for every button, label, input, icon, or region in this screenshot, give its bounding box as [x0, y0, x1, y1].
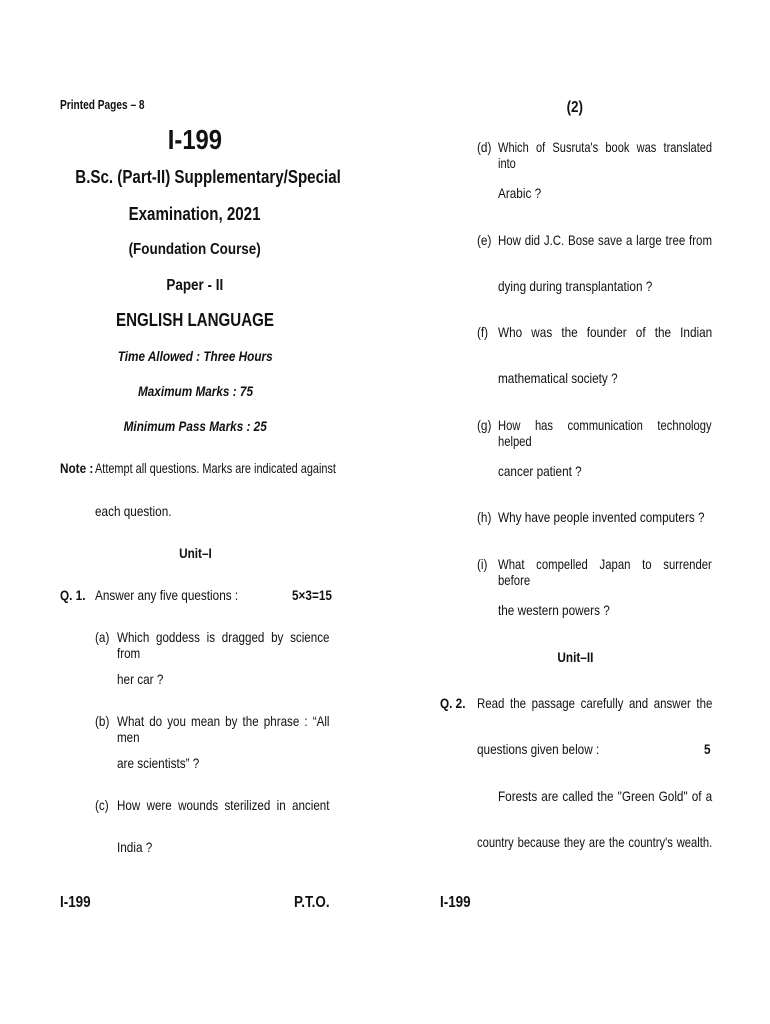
- subject-title: ENGLISH LANGUAGE: [116, 310, 274, 330]
- minimum-pass-marks: Minimum Pass Marks : 25: [123, 418, 267, 434]
- question-text-line: Who was the founder of the Indian: [498, 324, 713, 340]
- question-label: (e): [477, 232, 492, 248]
- time-allowed: Time Allowed : Three Hours: [117, 348, 273, 364]
- question-label: (d): [477, 139, 492, 155]
- unit-heading: Unit–I: [178, 545, 212, 561]
- question-text-line: How did J.C. Bose save a large tree from: [498, 232, 713, 248]
- question-text-line: Which goddess is dragged by science from: [117, 629, 330, 661]
- question-label: (b): [95, 713, 110, 729]
- footer-pto: P.T.O.: [294, 894, 330, 911]
- note-label: Note :: [60, 460, 94, 476]
- question-text-line: are scientists” ?: [117, 755, 200, 771]
- q1-label: Q. 1.: [60, 587, 86, 603]
- question-label: (f): [477, 324, 489, 340]
- paper-code: I-199: [167, 124, 223, 155]
- question-text-line: Arabic ?: [498, 185, 542, 201]
- paper-number: Paper - II: [166, 277, 224, 294]
- question-text-line: mathematical society ?: [498, 370, 618, 386]
- question-text-line: What compelled Japan to surrender before: [498, 556, 712, 588]
- footer-code: I-199: [60, 894, 91, 911]
- question-text-line: dying during transplantation ?: [498, 278, 653, 294]
- q2-text-line2: questions given below :: [477, 741, 600, 757]
- passage-line: Forests are called the "Green Gold" of a: [498, 788, 713, 804]
- question-label: (c): [95, 797, 109, 813]
- printed-pages: Printed Pages – 8: [60, 97, 145, 112]
- question-text-line: India ?: [117, 839, 153, 855]
- q1-text: Answer any five questions :: [95, 587, 239, 603]
- q2-marks: 5: [704, 741, 711, 757]
- exam-title-line1: B.Sc. (Part-II) Supplementary/Special: [75, 167, 341, 187]
- question-label: (g): [477, 417, 492, 433]
- q2-label: Q. 2.: [440, 695, 466, 711]
- question-text-line: her car ?: [117, 671, 164, 687]
- footer-code: I-199: [440, 894, 471, 911]
- question-text-line: What do you mean by the phrase : “All men: [117, 713, 330, 745]
- course-name: (Foundation Course): [128, 241, 262, 258]
- question-text-line: the western powers ?: [498, 602, 610, 618]
- question-label: (a): [95, 629, 110, 645]
- question-text-line: Why have people invented computers ?: [498, 509, 705, 525]
- question-text-line: Which of Susruta's book was translated into: [498, 139, 713, 171]
- passage-line: country because they are the country's wealth.: [477, 834, 713, 850]
- question-text-line: How were wounds sterilized in ancient: [117, 797, 330, 813]
- question-label: (i): [477, 556, 488, 572]
- unit-heading: Unit–II: [557, 649, 593, 665]
- question-label: (h): [477, 509, 492, 525]
- question-text-line: cancer patient ?: [498, 463, 582, 479]
- q2-text-line1: Read the passage carefully and answer the: [477, 695, 713, 711]
- note-text-line2: each question.: [95, 503, 172, 519]
- q1-marks: 5×3=15: [292, 587, 332, 603]
- page-number: (2): [566, 99, 584, 116]
- note-text-line1: Attempt all questions. Marks are indicated against: [95, 460, 336, 476]
- question-text-line: How has communication technology helped: [498, 417, 712, 449]
- exam-title-line2: Examination, 2021: [129, 204, 261, 224]
- maximum-marks: Maximum Marks : 75: [137, 383, 253, 399]
